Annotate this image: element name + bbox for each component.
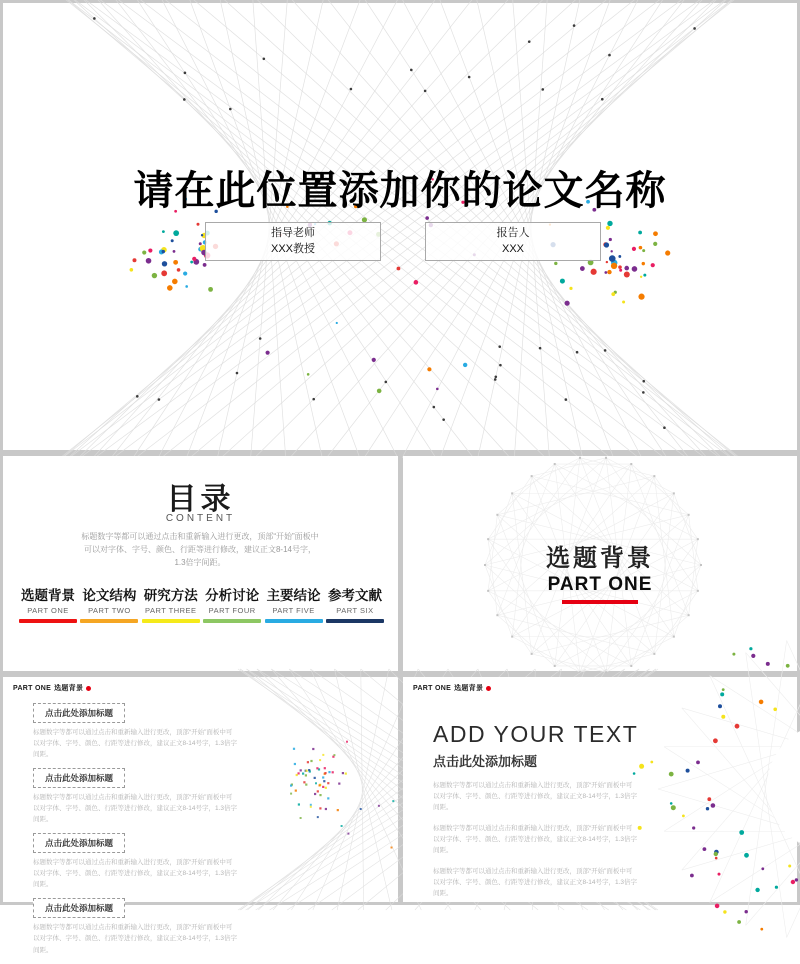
toc-item-label: 研究方法 [143,588,198,603]
placeholder-paragraph: 标题数字等都可以通过点击和重新输入进行更改，顶部“开始”面板中可以对字体、字号、颜色、行距等进行修改，建议正文8-14号字，1.3倍字间距。 [433,782,638,812]
header-red-dot-icon [86,686,91,691]
toc-item-part: PART THREE [145,606,197,615]
toc-item-label: 选题背景 [21,588,75,603]
slide-section-part-one[interactable] [403,456,797,671]
toc-item-underline [142,619,200,623]
add-title-subtitle[interactable]: 点击此处添加标题 [433,754,538,769]
title-block-4 [33,898,251,955]
add-title-placeholder[interactable]: 点击此处添加标题 [33,833,125,853]
toc-item-4[interactable] [203,584,261,623]
add-title-placeholder[interactable]: 点击此处添加标题 [33,768,125,788]
placeholder-body-text: 标题数字等都可以通过点击和重新输入进行更改，顶部“开始”面板中可以对字体、字号、颜色、行距等进行修改，建议正文8-14号字，1.3倍字间距。 [33,859,238,889]
toc-item-label: 分析讨论 [205,588,260,603]
toc-subtitle: CONTENT [165,513,236,524]
toc-item-underline [80,619,138,623]
placeholder-paragraph: 标题数字等都可以通过点击和重新输入进行更改，顶部“开始”面板中可以对字体、字号、颜色、行距等进行修改，建议正文8-14号字，1.3倍字间距。 [433,868,638,898]
toc-item-part: PART FIVE [272,606,315,615]
slide-header [413,683,491,693]
placeholder-body-text: 标题数字等都可以通过点击和重新输入进行更改，顶部“开始”面板中可以对字体、字号、颜色、行距等进行修改，建议正文8-14号字，1.3倍字间距。 [33,924,238,954]
toc-item-part: PART TWO [88,606,131,615]
toc-item-label: 主要结论 [266,588,321,603]
section-title: 选题背景 [546,545,654,572]
toc-item-part: PART FOUR [208,606,256,615]
placeholder-paragraph: 标题数字等都可以通过点击和重新输入进行更改，顶部“开始”面板中可以对字体、字号、颜色、行距等进行修改，建议正文8-14号字，1.3倍字间距。 [433,825,638,855]
title-block-2 [33,768,251,825]
toc-item-2[interactable] [80,584,138,623]
header-part: PART ONE [413,684,452,692]
toc-item-3[interactable] [142,584,200,623]
toc-item-underline [19,619,77,623]
add-title-placeholder[interactable]: 点击此处添加标题 [33,898,125,918]
toc-item-label: 参考文献 [327,588,382,603]
thesis-title-placeholder[interactable]: 请在此位置添加你的论文名称 [133,169,667,213]
title-blocks [33,703,251,964]
header-red-dot-icon [486,686,491,691]
advisor-name: XXX教授 [270,242,315,255]
title-block-3 [33,833,251,890]
toc-item-underline [265,619,323,623]
slide-add-text[interactable] [403,677,797,902]
presenter-label: 报告人 [496,226,530,239]
toc-item-part: PART ONE [27,606,69,615]
presenter-name: XXX [501,242,524,255]
section-part: PART ONE [547,574,653,595]
toc-items-row [19,584,384,623]
placeholder-body-text: 标题数字等都可以通过点击和重新输入进行更改，顶部“开始”面板中可以对字体、字号、颜色、行距等进行修改，建议正文8-14号字，1.3倍字间距。 [33,729,238,759]
slide-cover[interactable] [3,3,797,450]
toc-item-underline [203,619,261,623]
presenter-box[interactable] [425,222,601,261]
header-part: PART ONE [13,684,52,692]
toc-item-part: PART SIX [336,606,374,615]
toc-item-label: 论文结构 [82,588,137,603]
add-title-placeholder[interactable]: 点击此处添加标题 [33,703,125,723]
toc-description: 标题数字等都可以通过点击和重新输入进行更改，顶部“开始”面板中可以对字体、字号、颜色、行距等进行修改，建议正文8-14号字，1.3倍字间距。 [81,532,319,567]
slide-title-list[interactable] [3,677,398,954]
slide-toc[interactable] [3,456,398,671]
header-label: 选题背景 [454,685,484,692]
section-title-block [403,538,797,604]
title-block-1 [33,703,251,760]
advisor-box[interactable] [205,222,381,261]
slide-header [13,683,91,693]
toc-item-1[interactable] [19,584,77,623]
section-underline [562,600,638,604]
add-text-block [433,721,648,899]
toc-title: 目录 [166,483,235,516]
toc-item-5[interactable] [265,584,323,623]
placeholder-body-text: 标题数字等都可以通过点击和重新输入进行更改，顶部“开始”面板中可以对字体、字号、颜色、行距等进行修改，建议正文8-14号字，1.3倍字间距。 [33,794,238,824]
header-label: 选题背景 [54,685,84,692]
cover-mesh-decoration [3,3,797,450]
add-your-text-title[interactable]: ADD YOUR TEXT [433,721,639,747]
advisor-label: 指导老师 [271,226,315,239]
toc-item-6[interactable] [326,584,384,623]
toc-item-underline [326,619,384,623]
